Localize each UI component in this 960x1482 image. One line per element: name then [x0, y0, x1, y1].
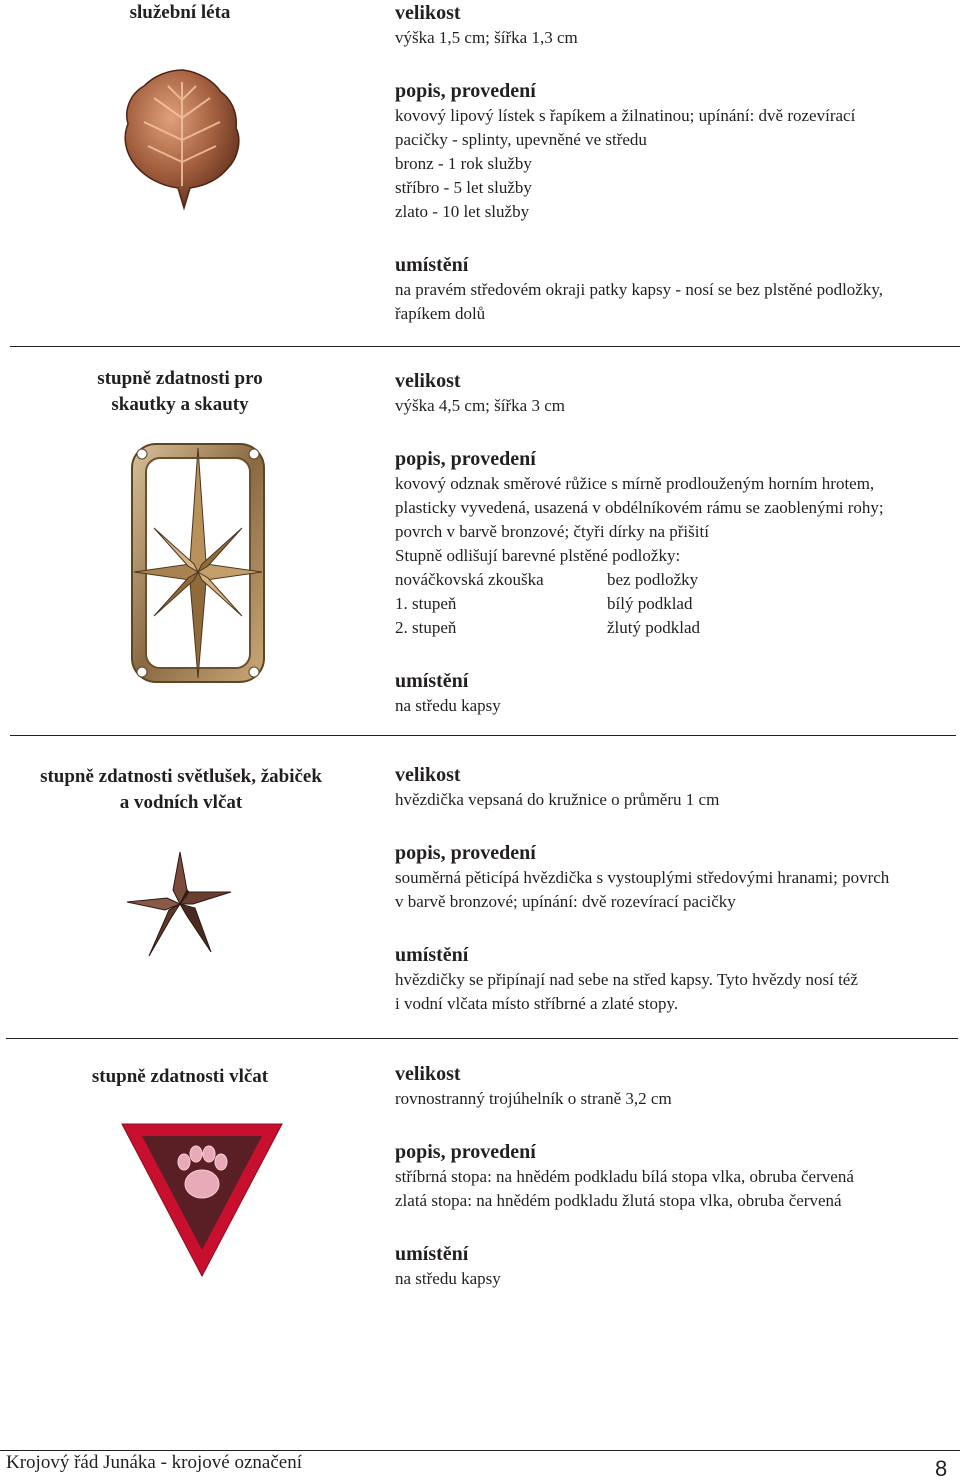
section-details-cub-star-levels [395, 762, 957, 1016]
description-line: kovový odznak směrové růžice s mírně prodlouženým horním hrotem, [395, 474, 875, 493]
placement-line: hvězdičky se připínají nad sebe na střed kapsy. Tyto hvězdy nosí též [395, 970, 858, 989]
description-line: pacičky - splinty, upevněné ve středu [395, 130, 647, 149]
description-line: zlatá stopa: na hnědém podkladu žlutá stopa vlka, obruba červená [395, 1191, 842, 1210]
description-heading: popis, provedení [395, 448, 536, 470]
compass-rose-badge-image [128, 440, 268, 686]
placement-heading: umístění [395, 944, 469, 966]
description-heading: popis, provedení [395, 842, 536, 864]
description-line: stříbro - 5 let služby [395, 178, 532, 197]
level-backing: bez podložky [607, 570, 699, 589]
description-line: v barvě bronzové; upínání: dvě rozevírací pacičky [395, 892, 736, 911]
size-heading: velikost [395, 1063, 461, 1085]
page-number: 8 [935, 1456, 948, 1481]
footer-divider [0, 1450, 960, 1451]
level-table [395, 568, 957, 640]
section-details-cub-levels [395, 1061, 957, 1291]
section-title-service-years: služební léta [129, 2, 231, 23]
section-divider [10, 735, 956, 736]
description-heading: popis, provedení [395, 1141, 536, 1163]
description-line: zlato - 10 let služby [395, 202, 530, 221]
description-line: Stupně odlišují barevné plstěné podložky: [395, 546, 681, 565]
placement-line: na pravém středovém okraji patky kapsy - nosí se bez plstěné podložky, [395, 280, 883, 299]
placement-heading: umístění [395, 254, 469, 276]
size-heading: velikost [395, 2, 461, 24]
level-backing: žlutý podklad [607, 618, 701, 637]
size-heading: velikost [395, 370, 461, 392]
description-line: souměrná pěticípá hvězdička s vystouplými středovými hranami; povrch [395, 868, 890, 887]
bronze-star-badge-image [125, 848, 235, 960]
size-value: hvězdička vepsaná do kružnice o průměru 1 cm [395, 790, 720, 809]
section-details-service-years [395, 0, 957, 326]
placement-line: i vodní vlčata místo stříbrné a zlaté stopy. [395, 994, 679, 1013]
size-value: výška 4,5 cm; šířka 3 cm [395, 396, 565, 415]
size-value: rovnostranný trojúhelník o straně 3,2 cm [395, 1089, 672, 1108]
placement-line: na středu kapsy [395, 696, 501, 715]
placement-line: na středu kapsy [395, 1269, 501, 1288]
description-line: plasticky vyvedená, usazená v obdélníkovém rámu se zaoblenými rohy; [395, 498, 884, 517]
level-name: 1. stupeň [395, 594, 457, 613]
section-title-cub-star-levels: stupně zdatnosti světlušek, žabiček a vodních vlčat [40, 766, 322, 813]
description-heading: popis, provedení [395, 80, 536, 102]
placement-heading: umístění [395, 670, 469, 692]
section-title-scout-levels: stupně zdatnosti pro skautky a skauty [97, 368, 263, 415]
description-line: stříbrná stopa: na hnědém podkladu bílá stopa vlka, obruba červená [395, 1167, 854, 1186]
description-line: bronz - 1 rok služby [395, 154, 532, 173]
footer-title: Krojový řád Junáka - krojové označení [6, 1452, 302, 1473]
placement-heading: umístění [395, 1243, 469, 1265]
level-backing: bílý podklad [607, 594, 693, 613]
description-line: povrch v barvě bronzové; čtyři dírky na přišití [395, 522, 709, 541]
section-divider [10, 346, 960, 347]
size-heading: velikost [395, 764, 461, 786]
section-title-cub-levels: stupně zdatnosti vlčat [91, 1066, 269, 1087]
level-name: 2. stupeň [395, 618, 457, 637]
section-details-scout-levels [395, 368, 957, 718]
placement-line: řapíkem dolů [395, 304, 486, 323]
size-value: výška 1,5 cm; šířka 1,3 cm [395, 28, 578, 47]
section-divider [6, 1038, 958, 1039]
level-name: nováčkovská zkouška [395, 570, 544, 589]
wolf-paw-triangle-patch-image [118, 1118, 286, 1280]
linden-leaf-badge-image [118, 62, 248, 212]
description-line: kovový lipový lístek s řapíkem a žilnatinou; upínání: dvě rozevírací [395, 106, 856, 125]
